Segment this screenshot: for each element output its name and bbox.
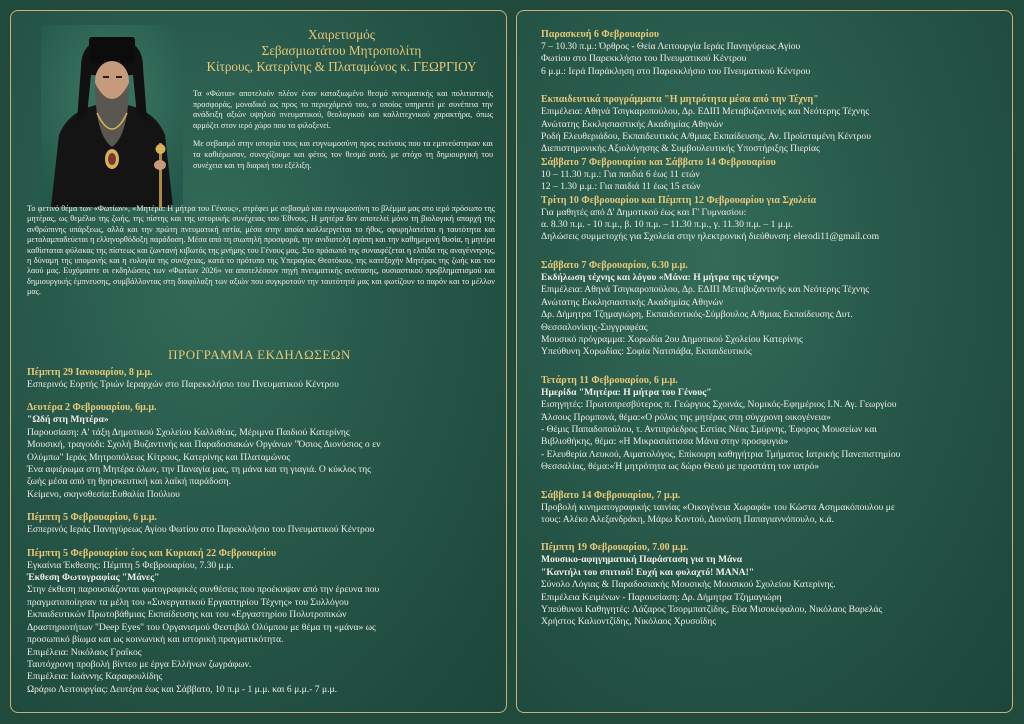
event-title: Έκθεση Φωτογραφίας "Μάνες": [27, 572, 160, 584]
program-title: ΠΡΟΓΡΑΜΜΑ ΕΚΔΗΛΩΣΕΩΝ: [168, 347, 351, 362]
event-item: [27, 401, 497, 501]
event-title: Εκδήλωση τέχνης και λόγου «Μάνα: Η μήτρα της τέχνης»: [541, 271, 780, 283]
event-line: Δραστηριοτήτων "Deep Eyes" του Οργανισμού Φεστιβάλ Ολύμπου με θέμα τη «μάνα» ως: [27, 621, 376, 633]
metropolitan-portrait: [41, 25, 183, 207]
portrait-image: [41, 25, 183, 207]
event-title: Ημερίδα "Μητέρα: Η μήτρα του Γένους": [541, 386, 712, 398]
event-line: Στην έκθεση παρουσιάζονται φωτογραφικές συνθέσεις που προέκυψαν από την έρευνα που: [27, 584, 380, 596]
event-line: Εγκαίνια Έκθεσης: Πέμπτη 5 Φεβρουαρίου, 7.30 μ.μ.: [27, 559, 234, 571]
event-line: Ανώτατης Εκκλησιαστικής Ακαδημίας Αθηνών: [541, 296, 724, 308]
event-item: [541, 489, 1001, 527]
event-line: 10 – 11.30 π.μ.: Για παιδιά 6 έως 11 ετών: [541, 168, 700, 180]
event-line: [541, 231, 1001, 243]
signup-email-link[interactable]: elerodi11@gmail.com: [793, 231, 880, 243]
event-line: Θεσσαλίας, θέμα:«Ή μητρότητα ως δώρο Θεού με προστάτη τον ιατρό»: [541, 461, 820, 473]
event-line: Ένα αφιέρωμα στη Μητέρα όλων, την Παναγία μας, τη μάνα και τη γιαγιά. Ο κύκλος της: [27, 464, 371, 476]
event-line: Υπεύθυνοι Καθηγητές: Λάζαρος Τσορμπατζίδης, Εύα Μισοκέφαλου, Νικόλαος Βαρελάς: [541, 604, 883, 615]
right-events-list: [541, 28, 1001, 637]
event-date: Τετάρτη 11 Φεβρουαρίου, 6 μ.μ.: [541, 374, 678, 386]
event-line: Άλσους Προμπονά, θέμα:«Ο ρόλος της μητέρας στη σύγχρονη οικογένεια»: [541, 411, 831, 423]
event-line: Ροδή Ελευθεριάδου, Εκπαιδευτικός Α/θμιας Εκπαίδευσης, Αν. Προϊσταμένη Κέντρου: [541, 131, 871, 143]
event-line: Βιβλιοθήκης, θέμα: «Η Μικρασιάτισσα Μάνα στην προσφυγιά»: [541, 436, 789, 448]
signup-text: Δηλώσεις συμμετοχής για Σχολεία στην ηλεκτρονική διεύθυνση:: [541, 231, 794, 243]
event-line: Εσπερινός Ιεράς Πανηγύρεως Αγίου Φωτίου στο Παρεκκλήσιο του Πνευματικού Κέντρου: [27, 524, 375, 536]
event-item: [541, 28, 1001, 78]
event-line: Δρ. Δήμητρα Τζημαγιώρη, Εκπαιδευτικός-Σύμβουλος Α/θμιας Εκπαίδευσης Δυτ.: [541, 309, 853, 321]
event-item: [541, 194, 1001, 244]
greeting-line-1: Χαιρετισμός: [308, 27, 375, 42]
event-line: τους: Αλέκο Αλεξανδράκη, Μάρω Κοντού, Διονύση Παπαγιαννόπουλο, κ.ά.: [541, 513, 834, 525]
event-item: [541, 541, 1001, 628]
event-date: Σάββατο 7 Φεβρουαρίου και Σάββατο 14 Φεβρουαρίου: [541, 156, 776, 168]
event-item: [27, 547, 497, 696]
event-date: Παρασκευή 6 Φεβρουαρίου: [541, 29, 660, 40]
greeting-heading: [189, 27, 494, 75]
event-line: - Ελευθερία Λευκού, Αιματολόγος, Επίκουρη καθηγήτρια Τμήματος Ιατρικής Πανεπιστημίου: [541, 448, 901, 460]
event-date: Σάββατο 14 Φεβρουαρίου, 7 μ.μ.: [541, 489, 681, 501]
event-line: Παρουσίαση: Α' τάξη Δημοτικού Σχολείου Καλλιθέας, Μέριμνα Παιδιού Κατερίνης: [27, 426, 350, 438]
event-date: Εκπαιδευτικά προγράμματα "Η μητρότητα μέσα από την Τέχνη": [541, 94, 819, 106]
event-item: [541, 259, 1001, 359]
event-line: Επιμέλεια Κειμένων - Παρουσίαση: Δρ. Δήμητρα Τζημαγιώρη: [541, 591, 782, 603]
event-line: Φωτίου στο Παρεκκλήσιο του Πνευματικού Κέντρου: [541, 53, 747, 65]
event-date: Πέμπτη 5 Φεβρουαρίου, 6 μ.μ.: [27, 512, 157, 524]
event-line: Ωράριο Λειτουργίας: Δευτέρα έως και Σάββατο, 10 π.μ - 1 μ.μ. και 6 μ.μ.- 7 μ.μ.: [27, 683, 338, 695]
greeting-intro: [193, 89, 493, 171]
event-item: [27, 366, 497, 391]
event-line: Προβολή κινηματογραφικής ταινίας «Οικογένεια Χωραφά» του Κώστα Ασημακόπουλου με: [541, 501, 895, 513]
event-line: Ολύμπω" Ιεράς Μητροπόλεως Κίτρους, Κατερίνης και Πλαταμώνος: [27, 451, 291, 463]
left-page: [10, 10, 507, 713]
event-date: Πέμπτη 29 Ιανουαρίου, 8 μ.μ.: [27, 367, 153, 378]
event-item: [541, 374, 1001, 474]
event-line: Επιμέλεια: Αθηνά Τσιγκαροπούλου, Δρ. ΕΔΙΠ Μεταβυζαντινής και Νεότερης Τέχνης: [541, 284, 870, 296]
right-page: [516, 10, 1013, 713]
event-date: Πέμπτη 5 Φεβρουαρίου έως και Κυριακή 22 Φεβρουαρίου: [27, 547, 277, 559]
event-line: Επιμέλεια: Νικόλαος Γραΐκος: [27, 646, 142, 658]
intro-paragraph-3: Το φετινό θέμα των «Φωτίων», «Μητέρα: Η μήτρα του Γένους», στρέφει με σεβασμό και ευγνωμοσύνη το βλέμμα μας στο ιερό πρόσωπο της μητέρας, ως θεμέλιο της ζωής, της πίστης και της ιστορικής συνέχειας του Έθνους. Η μητέρα δεν αποτελεί μόνο τη βιολογική απαρχή της ανθρώπινης υπάρξεως, αλλά και την πρώτη πνευματική εστία, μέσα στην οποία καλλιεργείται το ήθος, σφυρηλατείται η ταυτότητα και μεταλαμπαδεύεται η ελληνορθόδοξη παράδοση. Μέσα από τη σιωπηλή προσφορά, την ανιδιοτελή αγάπη και την καθημερινή θυσία, η μητέρα καθίσταται φύλακας της πίστεως και ζωντανή κιβωτός της μνήμης του Γένους μας. Στο πρόσωπό της συναιφέζεται η ελπίδα της αναγέννησης, η δύναμη της υπομονής και η ευλογία της συνέχειας, κατά το πρότυπο της Υπεραγίας Θεοτόκου, της κατεξοχήν Μητέρας της ζωής και του λαού μας. Ευχόμαστε οι εκδηλώσεις των «Φωτίων 2026» να αποτελέσουν πηγή πνευματικής ανάτασης, ουσιαστικού προβληματισμού και δημιουργικής έμπνευσης, συμβάλλοντας στη διαφύλαξη των αξιών που συγκροτούν την ταυτότητά μας και φωτίζουν το παρόν και το μέλλον μας.: [27, 204, 495, 297]
event-line: Θεσσαλονίκης-Συγγραφέας: [541, 321, 648, 333]
event-line: ζωής μέσα από τη θρησκευτική και λαϊκή παράδοση.: [27, 476, 231, 488]
event-date: Τρίτη 10 Φεβρουαρίου και Πέμπτη 12 Φεβρουαρίου για Σχολεία: [541, 194, 817, 206]
greeting-body: [27, 204, 495, 298]
event-item: [541, 93, 1001, 156]
event-line: Εσπερινός Εορτής Τριών Ιεραρχών στο Παρεκκλήσιο του Πνευματικού Κέντρου: [27, 379, 339, 390]
event-line: Ταυτόχρονη προβολή βίντεο με έργα Ελλήνων ζωγράφων.: [27, 658, 252, 670]
event-line: Επιμέλεια: Ιωάννης Καραφουλίδης: [27, 671, 163, 683]
greeting-line-2: Σεβασμιωτάτου Μητροπολίτη: [261, 43, 422, 58]
event-line: 12 – 1.30 μ.μ.: Για παιδιά 11 έως 15 ετών: [541, 181, 701, 193]
event-subtitle: "Καντήλι του σπιτιού! Ευχή και φυλαχτό! ΜΑΝΑ!": [541, 566, 755, 578]
intro-paragraph-2: Με σεβασμό στην ιστορία τους και ευγνωμοσύνη προς εκείνους που τα εμπνεύστηκαν και τα καθιέρωσαν, συνεχίζουμε και φέτος τον θεσμό αυτό, με στόχο τη δημιουργική του συνέχεια και τη διαρκή του εξέλιξη.: [193, 139, 493, 170]
event-title: "Ωδή στη Μητέρα»: [27, 414, 109, 426]
event-line: Υπεύθυνη Χορωδίας: Σοφία Νατσιάβα, Εκπαιδευτικός: [541, 346, 752, 358]
event-line: Επιμέλεια: Αθηνά Τσιγκαροπούλου, Δρ. ΕΔΙΠ Μεταβυζαντινής και Νεότερης Τέχνης: [541, 106, 870, 118]
event-line: α. 8.30 π.μ. - 10 π.μ., β. 10 π.μ. – 11.30 π.μ., γ. 11.30 π.μ. – 1 μ.μ.: [541, 219, 793, 231]
left-events-list: [27, 366, 497, 706]
event-date: Πέμπτη 19 Φεβρουαρίου, 7.00 μ.μ.: [541, 542, 689, 554]
event-item: [27, 511, 497, 536]
event-title: Μουσικο-αφηγηματική Παράσταση για τη Μάνα: [541, 554, 743, 566]
event-date: Δευτέρα 2 Φεβρουαρίου, 6μ.μ.: [27, 402, 157, 414]
intro-paragraph-1: Τα «Φώτια» αποτελούν πλέον έναν καταξιωμένο θεσμό πνευματικής και πολιτιστικής προσφοράς, μοναδικό ως προς το περιεχόμενό του, ο οποίος υπηρετεί με συνέπεια την ανάδειξη αξιών υψηλού πνευματικού, θεολογικού και καλλιτεχνικού χαρακτήρα, όπως αρμόζει στον ιερό χώρο που τα φιλοξενεί.: [193, 89, 493, 130]
event-line: Μουσικό πρόγραμμα: Χορωδία 2ου Δημοτικού Σχολείου Κατερίνης: [541, 333, 803, 345]
greeting-line-3: Κίτρους, Κατερίνης & Πλαταμώνος κ. ΓΕΩΡΓΙΟΥ: [206, 59, 477, 74]
event-item: [541, 156, 1001, 194]
event-line: Σύνολο Λόγιας & Παραδοσιακής Μουσικής Μουσικού Σχολείου Κατερίνης.: [541, 579, 836, 591]
event-line: Χρήστος Καλιοντζίδης, Νικόλαος Χρυσοΐδης: [541, 616, 717, 628]
event-line: Για μαθητές από Δ' Δημοτικού έως και Γ' Γυμνασίου:: [541, 206, 747, 218]
event-line: Κείμενο, σκηνοθεσία:Ευθαλία Πούλιου: [27, 488, 180, 500]
event-line: - Θέμις Παπαδοπούλου, τ. Αντιπρόεδρος Εστίας Νέας Σμύρνης, Έφορος Μουσείων και: [541, 423, 878, 435]
event-line: προσωπικό βίωμα και ως κοινωνική και ιστορική πραγματικότητα.: [27, 634, 284, 646]
event-line: Εισηγητές: Πρωτοπρεσβύτερος π. Γεώργιος Σχοινάς, Νομικός-Εφημέριος Ι.Ν. Αγ. Γεωργίου: [541, 399, 897, 411]
event-date: Σάββατο 7 Φεβρουαρίου, 6.30 μ.μ.: [541, 259, 688, 271]
event-line: Ανώτατης Εκκλησιαστικής Ακαδημίας Αθηνών: [541, 118, 724, 130]
event-line: 7 – 10.30 π.μ.: Όρθρος - Θεία Λειτουργία Ιεράς Πανηγύρεως Αγίου: [541, 41, 801, 52]
event-line: 6 μ.μ.: Ιερά Παράκληση στο Παρεκκλήσιο του Πνευματικού Κέντρου: [541, 65, 811, 77]
event-line: Εκπαιδευτικών Πρωτοβάθμιας Εκπαίδευσης και του «Εργαστηρίου Πολυτροπικών: [27, 609, 347, 621]
event-line: Διεπιστημονικής Αξιολόγησης & Συμβουλευτικής Υποστήριξης Πιερίας: [541, 143, 820, 155]
event-line: πραγματοποίησαν τα μέλη του «Συνεργατικού Εργαστηρίου Τέχνης» του Συλλόγου: [27, 596, 349, 608]
event-line: Μουσική, τραγούδι: Σχολή Βυζαντινής και Παραδοσιακών Οργάνων "Όσιος Διονύσιος ο εν: [27, 439, 381, 451]
